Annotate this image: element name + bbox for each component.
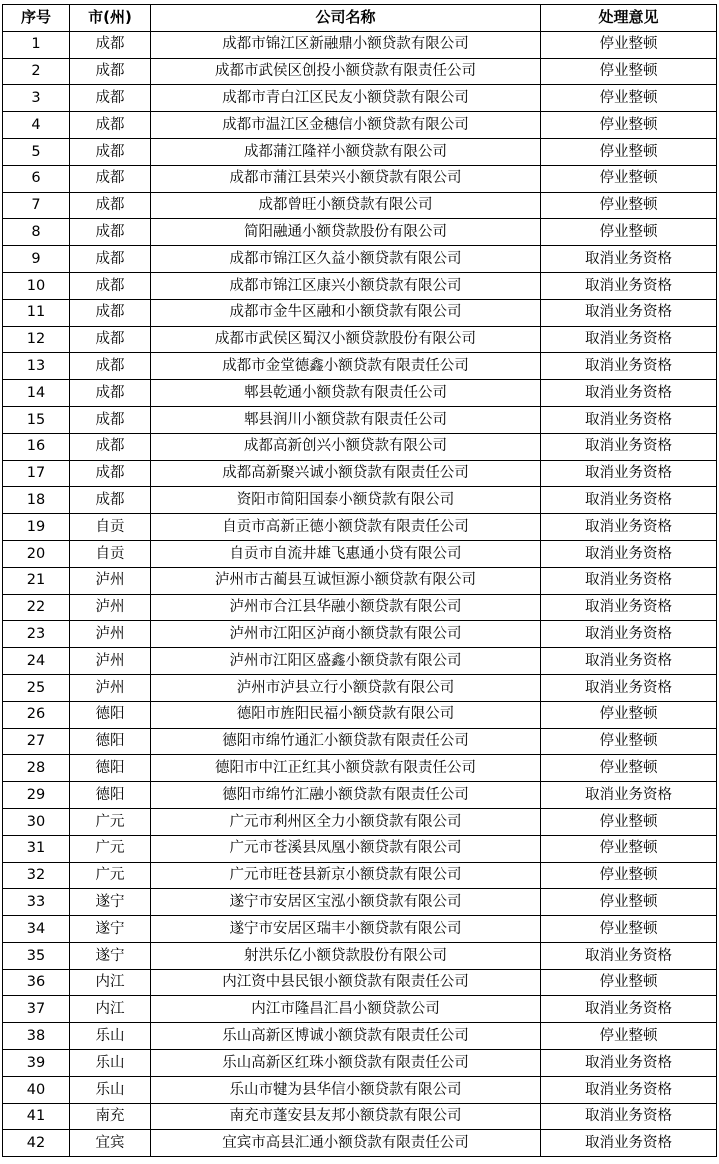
- table-row: [3, 219, 717, 246]
- table-row: [3, 567, 717, 594]
- action-cell: 停业整顿: [541, 1023, 717, 1050]
- city-cell: 德阳: [70, 701, 151, 728]
- company-name-cell: 泸州市古蔺县互诚恒源小额贷款有限公司: [151, 567, 541, 594]
- company-name-cell: 广元市苍溪县凤凰小额贷款有限公司: [151, 835, 541, 862]
- table-row: [3, 648, 717, 675]
- company-name-cell: 内江市隆昌汇昌小额贷款公司: [151, 996, 541, 1023]
- table-row: [3, 272, 717, 299]
- serial-number-cell: 16: [3, 433, 70, 460]
- company-name-cell: 乐山高新区红珠小额贷款有限责任公司: [151, 1050, 541, 1077]
- action-cell: 取消业务资格: [541, 460, 717, 487]
- serial-number-cell: 28: [3, 755, 70, 782]
- city-cell: 成都: [70, 192, 151, 219]
- serial-number-cell: 14: [3, 380, 70, 407]
- action-cell: 取消业务资格: [541, 299, 717, 326]
- city-cell: 宜宾: [70, 1130, 151, 1157]
- table-body: [3, 31, 717, 1156]
- serial-number-cell: 37: [3, 996, 70, 1023]
- company-name-cell: 成都市锦江区康兴小额贷款有限公司: [151, 272, 541, 299]
- table-row: [3, 31, 717, 58]
- company-name-cell: 德阳市绵竹通汇小额贷款有限责任公司: [151, 728, 541, 755]
- serial-number-cell: 30: [3, 808, 70, 835]
- action-cell: 取消业务资格: [541, 1130, 717, 1157]
- table-row: [3, 969, 717, 996]
- company-name-cell: 成都高新聚兴诚小额贷款有限责任公司: [151, 460, 541, 487]
- action-cell: 停业整顿: [541, 165, 717, 192]
- serial-number-cell: 11: [3, 299, 70, 326]
- company-table: [2, 4, 717, 1157]
- action-cell: 停业整顿: [541, 755, 717, 782]
- serial-number-cell: 5: [3, 138, 70, 165]
- company-name-cell: 德阳市旌阳民福小额贷款有限公司: [151, 701, 541, 728]
- city-cell: 成都: [70, 326, 151, 353]
- city-cell: 泸州: [70, 648, 151, 675]
- city-cell: 德阳: [70, 755, 151, 782]
- table-row: [3, 380, 717, 407]
- header-city: 市(州): [70, 5, 151, 32]
- city-cell: 遂宁: [70, 889, 151, 916]
- action-cell: 取消业务资格: [541, 514, 717, 541]
- city-cell: 成都: [70, 138, 151, 165]
- serial-number-cell: 4: [3, 112, 70, 139]
- table-row: [3, 460, 717, 487]
- header-company-name: 公司名称: [151, 5, 541, 32]
- serial-number-cell: 35: [3, 942, 70, 969]
- city-cell: 遂宁: [70, 916, 151, 943]
- serial-number-cell: 25: [3, 674, 70, 701]
- city-cell: 成都: [70, 272, 151, 299]
- company-name-cell: 内江资中县民银小额贷款有限责任公司: [151, 969, 541, 996]
- action-cell: 停业整顿: [541, 192, 717, 219]
- city-cell: 广元: [70, 808, 151, 835]
- table-row: [3, 138, 717, 165]
- table-row: [3, 621, 717, 648]
- action-cell: 取消业务资格: [541, 433, 717, 460]
- action-cell: 取消业务资格: [541, 996, 717, 1023]
- company-name-cell: 成都高新创兴小额贷款有限公司: [151, 433, 541, 460]
- company-name-cell: 简阳融通小额贷款股份有限公司: [151, 219, 541, 246]
- city-cell: 成都: [70, 380, 151, 407]
- serial-number-cell: 23: [3, 621, 70, 648]
- serial-number-cell: 38: [3, 1023, 70, 1050]
- company-name-cell: 成都市温江区金穗信小额贷款有限公司: [151, 112, 541, 139]
- city-cell: 遂宁: [70, 942, 151, 969]
- action-cell: 取消业务资格: [541, 942, 717, 969]
- header-action: 处理意见: [541, 5, 717, 32]
- city-cell: 广元: [70, 862, 151, 889]
- action-cell: 停业整顿: [541, 58, 717, 85]
- action-cell: 取消业务资格: [541, 353, 717, 380]
- serial-number-cell: 10: [3, 272, 70, 299]
- action-cell: 取消业务资格: [541, 246, 717, 273]
- city-cell: 内江: [70, 969, 151, 996]
- action-cell: 停业整顿: [541, 112, 717, 139]
- city-cell: 成都: [70, 58, 151, 85]
- table-row: [3, 85, 717, 112]
- city-cell: 泸州: [70, 594, 151, 621]
- table-row: [3, 942, 717, 969]
- serial-number-cell: 27: [3, 728, 70, 755]
- action-cell: 停业整顿: [541, 85, 717, 112]
- serial-number-cell: 6: [3, 165, 70, 192]
- table-row: [3, 406, 717, 433]
- table-row: [3, 728, 717, 755]
- city-cell: 成都: [70, 487, 151, 514]
- table-row: [3, 1076, 717, 1103]
- city-cell: 乐山: [70, 1076, 151, 1103]
- table-row: [3, 916, 717, 943]
- action-cell: 取消业务资格: [541, 1050, 717, 1077]
- table-row: [3, 862, 717, 889]
- serial-number-cell: 22: [3, 594, 70, 621]
- company-name-cell: 乐山市犍为县华信小额贷款有限公司: [151, 1076, 541, 1103]
- table-row: [3, 674, 717, 701]
- action-cell: 停业整顿: [541, 31, 717, 58]
- city-cell: 成都: [70, 112, 151, 139]
- action-cell: 取消业务资格: [541, 674, 717, 701]
- company-name-cell: 成都曾旺小额贷款有限公司: [151, 192, 541, 219]
- action-cell: 停业整顿: [541, 728, 717, 755]
- serial-number-cell: 12: [3, 326, 70, 353]
- serial-number-cell: 39: [3, 1050, 70, 1077]
- company-name-cell: 郫县乾通小额贷款有限责任公司: [151, 380, 541, 407]
- serial-number-cell: 32: [3, 862, 70, 889]
- company-name-cell: 自贡市高新正德小额贷款有限责任公司: [151, 514, 541, 541]
- action-cell: 停业整顿: [541, 701, 717, 728]
- city-cell: 乐山: [70, 1023, 151, 1050]
- table-row: [3, 835, 717, 862]
- table-row: [3, 112, 717, 139]
- company-name-cell: 广元市利州区全力小额贷款有限公司: [151, 808, 541, 835]
- table-row: [3, 165, 717, 192]
- company-name-cell: 成都市金堂德鑫小额贷款有限责任公司: [151, 353, 541, 380]
- table-row: [3, 1023, 717, 1050]
- action-cell: 停业整顿: [541, 219, 717, 246]
- city-cell: 成都: [70, 433, 151, 460]
- action-cell: 取消业务资格: [541, 406, 717, 433]
- company-name-cell: 成都市武侯区蜀汉小额贷款股份有限公司: [151, 326, 541, 353]
- company-name-cell: 泸州市泸县立行小额贷款有限公司: [151, 674, 541, 701]
- serial-number-cell: 29: [3, 782, 70, 809]
- action-cell: 取消业务资格: [541, 621, 717, 648]
- serial-number-cell: 21: [3, 567, 70, 594]
- action-cell: 停业整顿: [541, 862, 717, 889]
- company-name-cell: 泸州市江阳区泸商小额贷款有限公司: [151, 621, 541, 648]
- city-cell: 成都: [70, 460, 151, 487]
- action-cell: 停业整顿: [541, 916, 717, 943]
- action-cell: 取消业务资格: [541, 487, 717, 514]
- company-name-cell: 泸州市江阳区盛鑫小额贷款有限公司: [151, 648, 541, 675]
- company-name-cell: 成都市金牛区融和小额贷款有限公司: [151, 299, 541, 326]
- serial-number-cell: 3: [3, 85, 70, 112]
- table-row: [3, 782, 717, 809]
- table-row: [3, 594, 717, 621]
- city-cell: 成都: [70, 299, 151, 326]
- company-name-cell: 成都市锦江区久益小额贷款有限公司: [151, 246, 541, 273]
- action-cell: 取消业务资格: [541, 540, 717, 567]
- company-name-cell: 宜宾市高县汇通小额贷款有限责任公司: [151, 1130, 541, 1157]
- table-row: [3, 58, 717, 85]
- serial-number-cell: 9: [3, 246, 70, 273]
- action-cell: 取消业务资格: [541, 648, 717, 675]
- table-row: [3, 808, 717, 835]
- table-row: [3, 701, 717, 728]
- serial-number-cell: 18: [3, 487, 70, 514]
- city-cell: 广元: [70, 835, 151, 862]
- table-row: [3, 246, 717, 273]
- serial-number-cell: 33: [3, 889, 70, 916]
- serial-number-cell: 24: [3, 648, 70, 675]
- table-row: [3, 192, 717, 219]
- action-cell: 取消业务资格: [541, 380, 717, 407]
- table-row: [3, 1130, 717, 1157]
- company-name-cell: 德阳市绵竹汇融小额贷款有限责任公司: [151, 782, 541, 809]
- city-cell: 自贡: [70, 540, 151, 567]
- company-name-cell: 成都蒲江隆祥小额贷款有限公司: [151, 138, 541, 165]
- serial-number-cell: 15: [3, 406, 70, 433]
- serial-number-cell: 19: [3, 514, 70, 541]
- table-header: [3, 5, 717, 32]
- company-name-cell: 泸州市合江县华融小额贷款有限公司: [151, 594, 541, 621]
- city-cell: 成都: [70, 165, 151, 192]
- company-name-cell: 资阳市简阳国泰小额贷款有限公司: [151, 487, 541, 514]
- serial-number-cell: 17: [3, 460, 70, 487]
- serial-number-cell: 1: [3, 31, 70, 58]
- company-name-cell: 南充市蓬安县友邦小额贷款有限公司: [151, 1103, 541, 1130]
- city-cell: 德阳: [70, 728, 151, 755]
- city-cell: 成都: [70, 31, 151, 58]
- serial-number-cell: 34: [3, 916, 70, 943]
- city-cell: 南充: [70, 1103, 151, 1130]
- company-name-cell: 遂宁市安居区宝泓小额贷款有限公司: [151, 889, 541, 916]
- header-serial-number: 序号: [3, 5, 70, 32]
- city-cell: 德阳: [70, 782, 151, 809]
- company-name-cell: 遂宁市安居区瑞丰小额贷款有限公司: [151, 916, 541, 943]
- table-row: [3, 755, 717, 782]
- city-cell: 成都: [70, 219, 151, 246]
- serial-number-cell: 26: [3, 701, 70, 728]
- city-cell: 泸州: [70, 674, 151, 701]
- city-cell: 泸州: [70, 567, 151, 594]
- action-cell: 取消业务资格: [541, 567, 717, 594]
- serial-number-cell: 7: [3, 192, 70, 219]
- table-row: [3, 299, 717, 326]
- company-name-cell: 成都市武侯区创投小额贷款有限责任公司: [151, 58, 541, 85]
- action-cell: 停业整顿: [541, 808, 717, 835]
- company-name-cell: 郫县润川小额贷款有限责任公司: [151, 406, 541, 433]
- company-name-cell: 成都市青白江区民友小额贷款有限公司: [151, 85, 541, 112]
- table-row: [3, 487, 717, 514]
- action-cell: 取消业务资格: [541, 272, 717, 299]
- company-name-cell: 射洪乐亿小额贷款股份有限公司: [151, 942, 541, 969]
- city-cell: 成都: [70, 353, 151, 380]
- table-row: [3, 353, 717, 380]
- serial-number-cell: 8: [3, 219, 70, 246]
- table-row: [3, 540, 717, 567]
- action-cell: 取消业务资格: [541, 1076, 717, 1103]
- action-cell: 停业整顿: [541, 835, 717, 862]
- table-row: [3, 889, 717, 916]
- company-name-cell: 德阳市中江正红其小额贷款有限责任公司: [151, 755, 541, 782]
- city-cell: 泸州: [70, 621, 151, 648]
- company-name-cell: 自贡市自流井雄飞惠通小贷有限公司: [151, 540, 541, 567]
- serial-number-cell: 40: [3, 1076, 70, 1103]
- company-name-cell: 成都市锦江区新融鼎小额贷款有限公司: [151, 31, 541, 58]
- city-cell: 成都: [70, 406, 151, 433]
- table-row: [3, 433, 717, 460]
- table-row: [3, 514, 717, 541]
- action-cell: 取消业务资格: [541, 594, 717, 621]
- city-cell: 自贡: [70, 514, 151, 541]
- company-name-cell: 成都市蒲江县荣兴小额贷款有限公司: [151, 165, 541, 192]
- serial-number-cell: 41: [3, 1103, 70, 1130]
- table-row: [3, 1103, 717, 1130]
- city-cell: 成都: [70, 85, 151, 112]
- document-page: [2, 4, 717, 1157]
- company-name-cell: 乐山高新区博诚小额贷款有限责任公司: [151, 1023, 541, 1050]
- action-cell: 取消业务资格: [541, 1103, 717, 1130]
- table-row: [3, 326, 717, 353]
- serial-number-cell: 13: [3, 353, 70, 380]
- city-cell: 乐山: [70, 1050, 151, 1077]
- city-cell: 成都: [70, 246, 151, 273]
- action-cell: 停业整顿: [541, 889, 717, 916]
- header-row: [3, 5, 717, 32]
- action-cell: 取消业务资格: [541, 326, 717, 353]
- action-cell: 停业整顿: [541, 138, 717, 165]
- company-name-cell: 广元市旺苍县新京小额贷款有限公司: [151, 862, 541, 889]
- city-cell: 内江: [70, 996, 151, 1023]
- serial-number-cell: 31: [3, 835, 70, 862]
- serial-number-cell: 42: [3, 1130, 70, 1157]
- serial-number-cell: 2: [3, 58, 70, 85]
- action-cell: 取消业务资格: [541, 782, 717, 809]
- table-row: [3, 1050, 717, 1077]
- table-row: [3, 996, 717, 1023]
- serial-number-cell: 20: [3, 540, 70, 567]
- action-cell: 停业整顿: [541, 969, 717, 996]
- serial-number-cell: 36: [3, 969, 70, 996]
